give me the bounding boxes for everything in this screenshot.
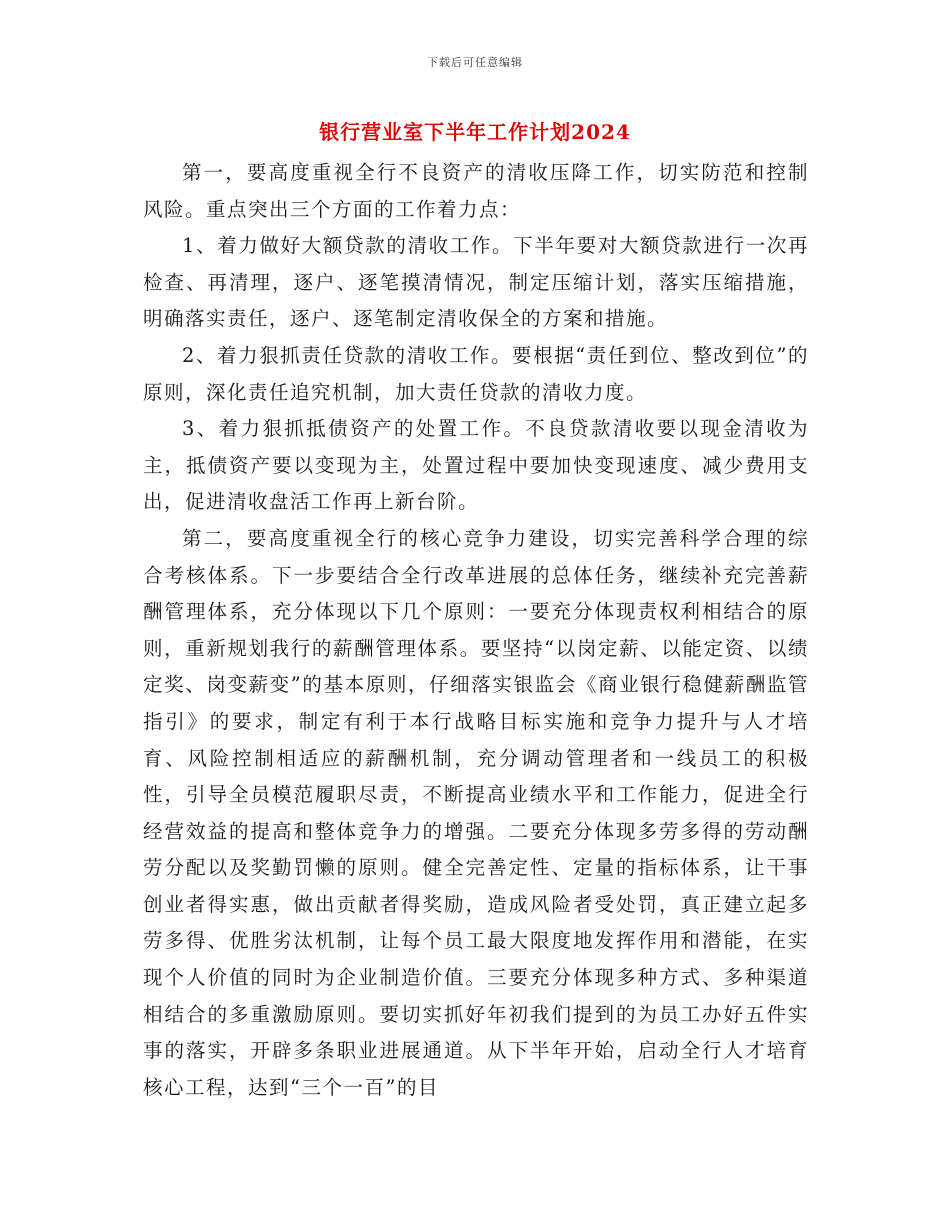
paragraph-2: 1、着力做好大额贷款的清收工作。下半年要对大额贷款进行一次再检查、再清理，逐户、逐笔摸清情况，制定压缩计划，落实压缩措施，明确落实责任，逐户、逐笔制定清收保全的方案和措施。 [143,234,809,331]
paragraph-3: 2、着力狠抓责任贷款的清收工作。要根据“责任到位、整改到位”的原则，深化责任追究机制，加大责任贷款的清收力度。 [143,343,809,404]
paragraph-4: 3、着力狠抓抵债资产的处置工作。不良贷款清收要以现金清收为主，抵债资产要以变现为主，处置过程中要加快变现速度、减少费用支出，促进清收盘活工作再上新台阶。 [143,417,809,514]
paragraph-5: 第二，要高度重视全行的核心竞争力建设，切实完善科学合理的综合考核体系。下一步要结合全行改革进展的总体任务，继续补充完善薪酬管理体系，充分体现以下几个原则：一要充分体现责权利相结合的原则，重新规划我行的薪酬管理体系。要坚持“以岗定薪、以能定资、以绩定奖、岗变薪变”的基本原则，仔细落实银监会《商业银行稳健薪酬监管指引》的要求，制定有利于本行战略目标实施和竞争力提升与人才培育、风险控制相适应的薪酬机制，充分调动管理者和一线员工的积极性，引导全员模范履职尽责，不断提高业绩水平和工作能力，促进全行经营效益的提高和整体竞争力的增强。二要充分体现多劳多得的劳动酬劳分配以及奖勤罚懒的原则。健全完善定性、定量的指标体系，让干事创业者得实惠，做出贡献者得奖励，造成风险者受处罚，真正建立起多劳多得、优胜劣汰机制，让每个员工最大限度地发挥作用和潜能，在实现个人价值的同时为企业制造价值。三要充分体现多种方式、多种渠道相结合的多重激励原则。要切实抓好年初我们提到的为员工办好五件实事的落实，开辟多条职业进展通道。从下半年开始，启动全行人才培育核心工程，达到“三个一百”的目 [143,526,809,1099]
paragraph-1: 第一，要高度重视全行不良资产的清收压降工作，切实防范和控制风险。重点突出三个方面的工作着力点： [143,161,809,221]
document-title: 银行营业室下半年工作计划2024 [319,120,631,144]
page-header-note: 下载后可任意编辑 [427,56,523,69]
document-body [143,155,809,1106]
